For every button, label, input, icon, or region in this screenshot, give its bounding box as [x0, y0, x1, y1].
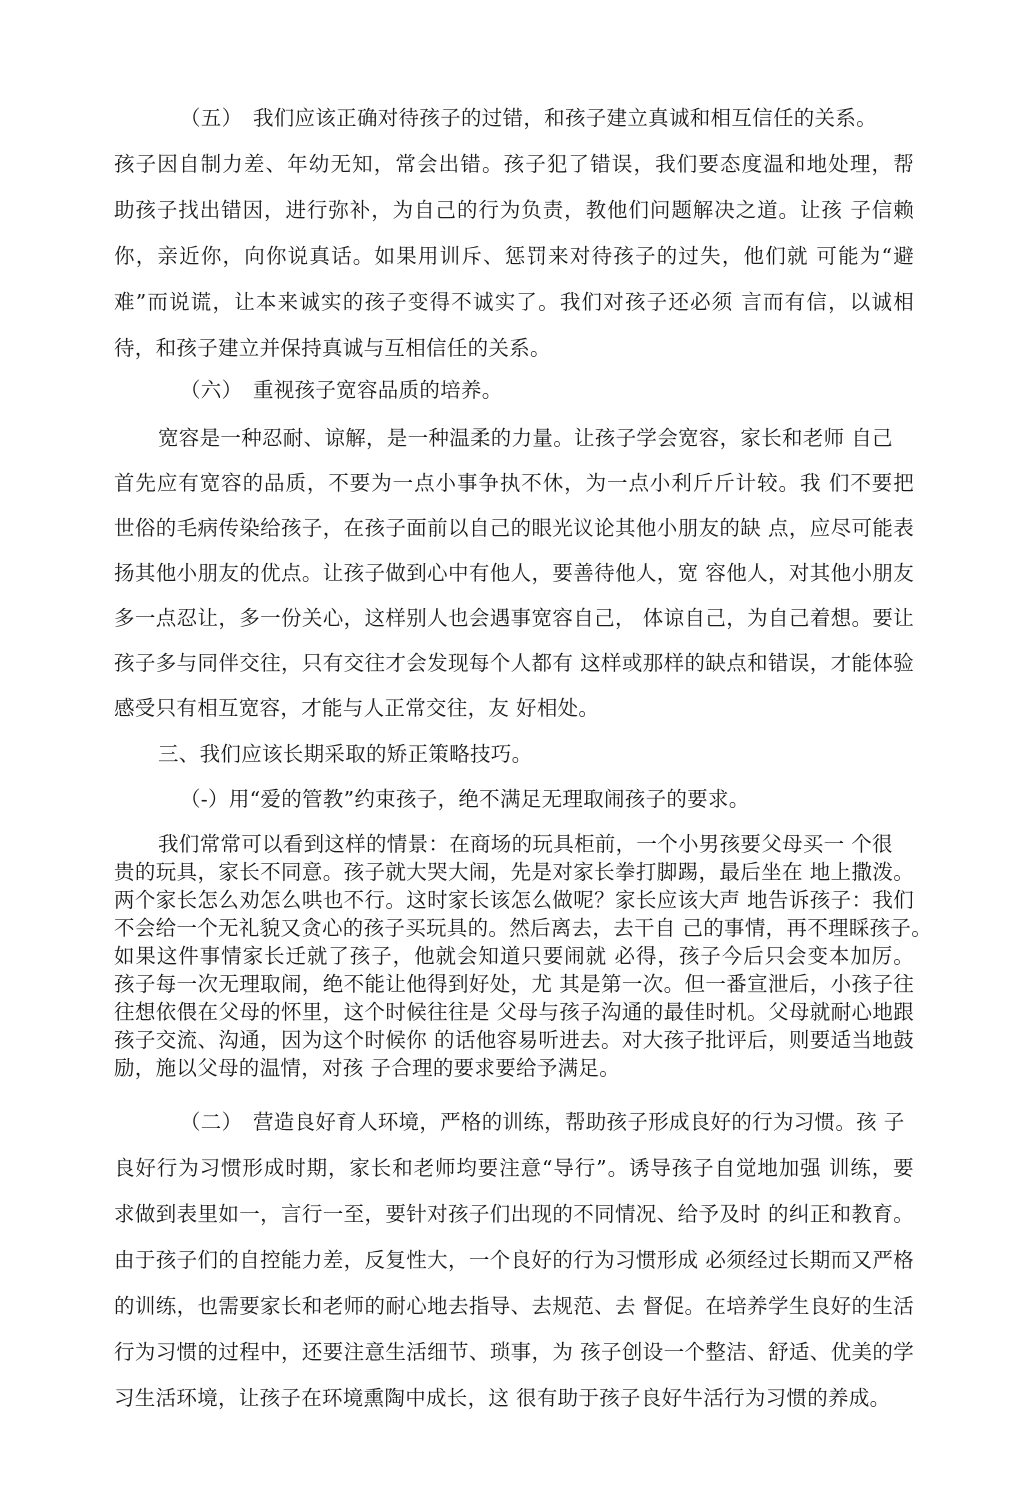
section-heading-3: 三、我们应该长期采取的矫正策略技巧。: [158, 742, 533, 766]
paragraph-line: 世俗的毛病传染给孩子，在孩子面前以自己的眼光议论其他小朋友的缺 点，应尽可能表: [114, 516, 914, 540]
paragraph-line: 我们常常可以看到这样的情景：在商场的玩具柜前，一个小男孩要父母买一 个很: [158, 832, 893, 856]
paragraph-line: 励，施以父母的温情，对孩 子合理的要求要给予满足。: [114, 1056, 621, 1080]
paragraph-line: 多一点忍让，多一份关心，这样别人也会遇事宽容自己， 体谅自己，为自己着想。要让: [114, 606, 914, 630]
section-heading-6: （六） 重视孩子宽容品质的培养。: [180, 378, 503, 402]
paragraph-line: 往想依偎在父母的怀里，这个时候往往是 父母与孩子沟通的最佳时机。父母就耐心地跟: [114, 1000, 914, 1024]
paragraph-line: 的训练，也需要家长和老师的耐心地去指导、去规范、去 督促。在培养学生良好的生活: [114, 1294, 914, 1318]
paragraph-line: 助孩子找出错因，进行弥补，为自己的行为负责，教他们问题解决之道。让孩 子信赖: [114, 198, 914, 222]
paragraph-line: 孩子多与同伴交往，只有交往才会发现每个人都有 这样或那样的缺点和错误，才能体验: [114, 651, 914, 675]
paragraph-line: 难”而说谎，让本来诚实的孩子变得不诚实了。我们对孩子还必须 言而有信，以诚相: [114, 290, 914, 314]
paragraph-line: 习生活环境，让孩子在环境熏陶中成长，这 很有助于孩子良好牛活行为习惯的养成。: [114, 1386, 891, 1410]
paragraph-line: 待，和孩子建立并保持真诚与互相信任的关系。: [114, 336, 551, 360]
paragraph-line: 孩子每一次无理取闹，绝不能让他得到好处，尤 其是第一次。但一番宣泄后，小孩子往: [114, 972, 914, 996]
paragraph-line: 由于孩子们的自控能力差，反复性大，一个良好的行为习惯形成 必须经过长期而又严格: [114, 1248, 914, 1272]
paragraph-line: 首先应有宽容的品质，不要为一点小事争执不休，为一点小利斤斤计较。我 们不要把: [114, 471, 914, 495]
subsection-heading-1: （-）用“爱的管教”约束孩子，绝不满足无理取闹孩子的要求。: [180, 787, 750, 811]
paragraph-line: 行为习惯的过程中，还要注意生活细节、琐事，为 孩子创设一个整洁、舒适、优美的学: [114, 1340, 914, 1364]
section-heading-5: （五） 我们应该正确对待孩子的过错，和孩子建立真诚和相互信任的关系。: [180, 106, 877, 130]
paragraph-line: 感受只有相互宽容，才能与人正常交往，友 好相处。: [114, 696, 600, 720]
paragraph-line: 你，亲近你，向你说真话。如果用训斥、惩罚来对待孩子的过失，他们就 可能为“避: [114, 244, 914, 268]
paragraph-line: 贵的玩具，家长不同意。孩子就大哭大闹，先是对家长拳打脚踢，最后坐在 地上撒泼。: [114, 860, 914, 884]
paragraph-line: 如果这件事情家长迁就了孩子，他就会知道只要闹就 必得，孩子今后只会变本加厉。: [114, 944, 914, 968]
paragraph-line: 孩子因自制力差、年幼无知，常会出错。孩子犯了错误，我们要态度温和地处理，帮: [114, 152, 914, 176]
paragraph-line: 不会给一个无礼貌又贪心的孩子买玩具的。然后离去，去干自 己的事情，再不理睬孩子。: [114, 916, 933, 940]
paragraph-line: 良好行为习惯形成时期，家长和老师均要注意“导行”。诱导孩子自觉地加强 训练，要: [114, 1156, 914, 1180]
paragraph-line: 求做到表里如一，言行一至，要针对孩子们出现的不同情况、给予及时 的纠正和教育。: [114, 1202, 914, 1226]
paragraph-line: 孩子交流、沟通，因为这个时候你 的话他容易听进去。对大孩子批评后，则要适当地鼓: [114, 1028, 914, 1052]
paragraph-line: 宽容是一种忍耐、谅解，是一种温柔的力量。让孩子学会宽容，家长和老师 自己: [158, 426, 893, 450]
paragraph-line: 两个家长怎么劝怎么哄也不行。这时家长该怎么做呢？家长应该大声 地告诉孩子：我们: [114, 888, 914, 912]
paragraph-line: 扬其他小朋友的优点。让孩子做到心中有他人，要善待他人，宽 容他人，对其他小朋友: [114, 561, 914, 585]
subsection-heading-2: （二） 营造良好育人环境，严格的训练，帮助孩子形成良好的行为习惯。孩 子: [180, 1110, 905, 1134]
